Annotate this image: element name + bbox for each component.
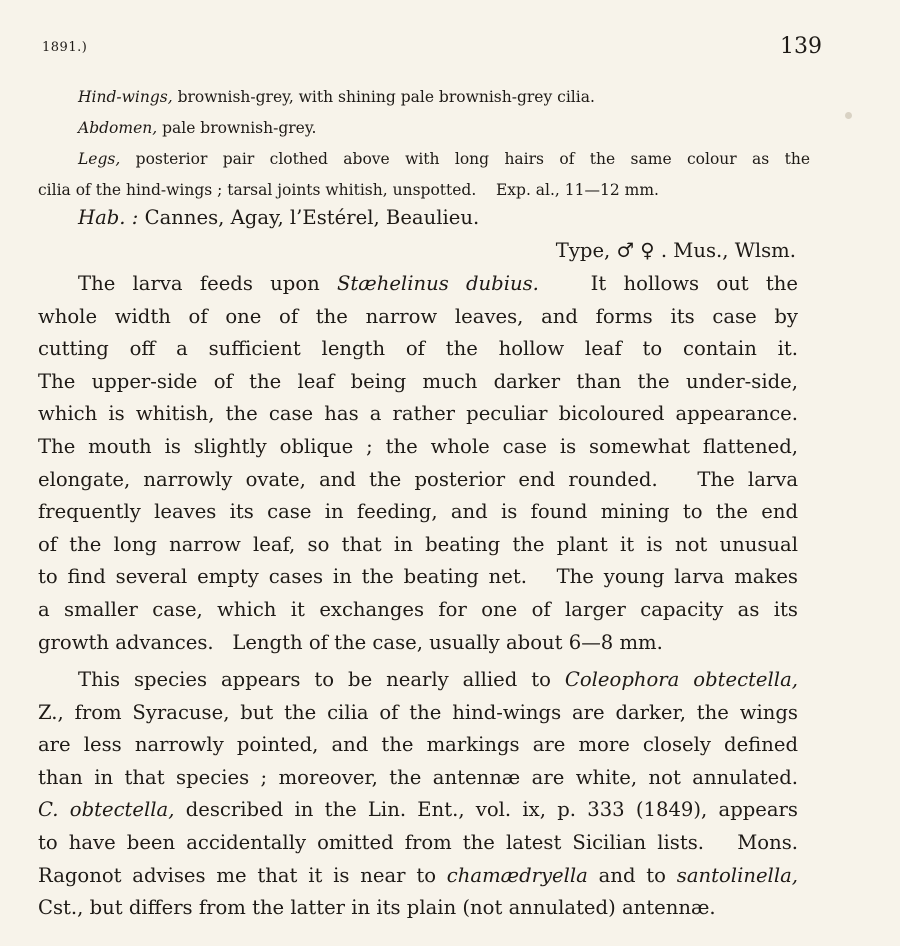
hind-wings-line: Hind-wings, brownish-grey, with shining pale brownish-grey cilia.: [78, 88, 595, 106]
text-line: Cst., but differs from the latter in its plain (not annulated) antennæ.: [38, 896, 716, 920]
comparison-paragraph: [38, 664, 798, 925]
text-line: elongate, narrowly ovate, and the posterior end rounded. The larva: [38, 467, 798, 491]
page-number: 139: [780, 34, 822, 59]
abdomen-term: Abdomen,: [78, 119, 158, 137]
text-line: This species appears to be nearly allied to Coleophora obtectella,: [78, 668, 798, 691]
text-line: The mouth is slightly oblique ; the whole case is somewhat flattened,: [38, 434, 798, 458]
species-name: Coleophora obtectella,: [564, 668, 798, 691]
running-header-year: 1891.): [42, 40, 88, 55]
habitat-line: Hab. : Cannes, Agay, l’Estérel, Beaulieu.: [78, 206, 480, 229]
text-line: growth advances. Length of the case, usually about 6—8 mm.: [38, 630, 663, 654]
species-name: chamædryella: [446, 863, 588, 887]
text-line: Ragonot advises me that it is near to chamædryella and to santolinella,: [38, 863, 798, 887]
description-block: [38, 82, 810, 206]
habitat-block: [38, 202, 798, 267]
text-line: are less narrowly pointed, and the markings are more closely defined: [38, 733, 798, 757]
text-line: which is whitish, the case has a rather peculiar bicoloured appearance.: [38, 402, 798, 426]
larva-paragraph: [38, 268, 798, 659]
text-line: The upper-side of the leaf being much darker than the under-side,: [38, 369, 798, 393]
legs-line-continued: cilia of the hind-wings ; tarsal joints whitish, unspotted. Exp. al., 11—12 mm.: [38, 181, 659, 199]
text-line: to find several empty cases in the beating net. The young larva makes: [38, 565, 798, 589]
legs-term: Legs,: [78, 150, 121, 168]
text-line: cutting off a sufficient length of the hollow leaf to contain it.: [38, 337, 798, 361]
paper-blemish: [845, 112, 852, 119]
text-line: frequently leaves its case in feeding, and is found mining to the end: [38, 500, 798, 524]
species-name: santolinella,: [676, 863, 798, 887]
text-line: of the long narrow leaf, so that in beating the plant it is not unusual: [38, 532, 798, 556]
text-line: C. obtectella, described in the Lin. Ent., vol. ix, p. 333 (1849), appears: [38, 798, 798, 822]
text-line: whole width of one of the narrow leaves, and forms its case by: [38, 304, 798, 328]
type-line: Type, ♂ ♀ . Mus., Wlsm.: [555, 238, 796, 262]
species-name: Stæhelinus dubius.: [337, 272, 539, 295]
text-line: Z., from Syracuse, but the cilia of the hind-wings are darker, the wings: [38, 700, 798, 724]
legs-line: Legs, posterior pair clothed above with long hairs of the same colour as the: [78, 150, 810, 168]
text-line: a smaller case, which it exchanges for one of larger capacity as its: [38, 597, 798, 621]
habitat-term: Hab. :: [78, 206, 139, 229]
text-line: The larva feeds upon Stæhelinus dubius. It hollows out the: [78, 272, 798, 295]
species-name: C. obtectella,: [38, 798, 175, 822]
text-line: to have been accidentally omitted from the latest Sicilian lists. Mons.: [38, 830, 798, 854]
hind-wings-term: Hind-wings,: [78, 88, 173, 106]
abdomen-line: Abdomen, pale brownish-grey.: [78, 119, 317, 137]
text-line: than in that species ; moreover, the antennæ are white, not annulated.: [38, 765, 798, 789]
